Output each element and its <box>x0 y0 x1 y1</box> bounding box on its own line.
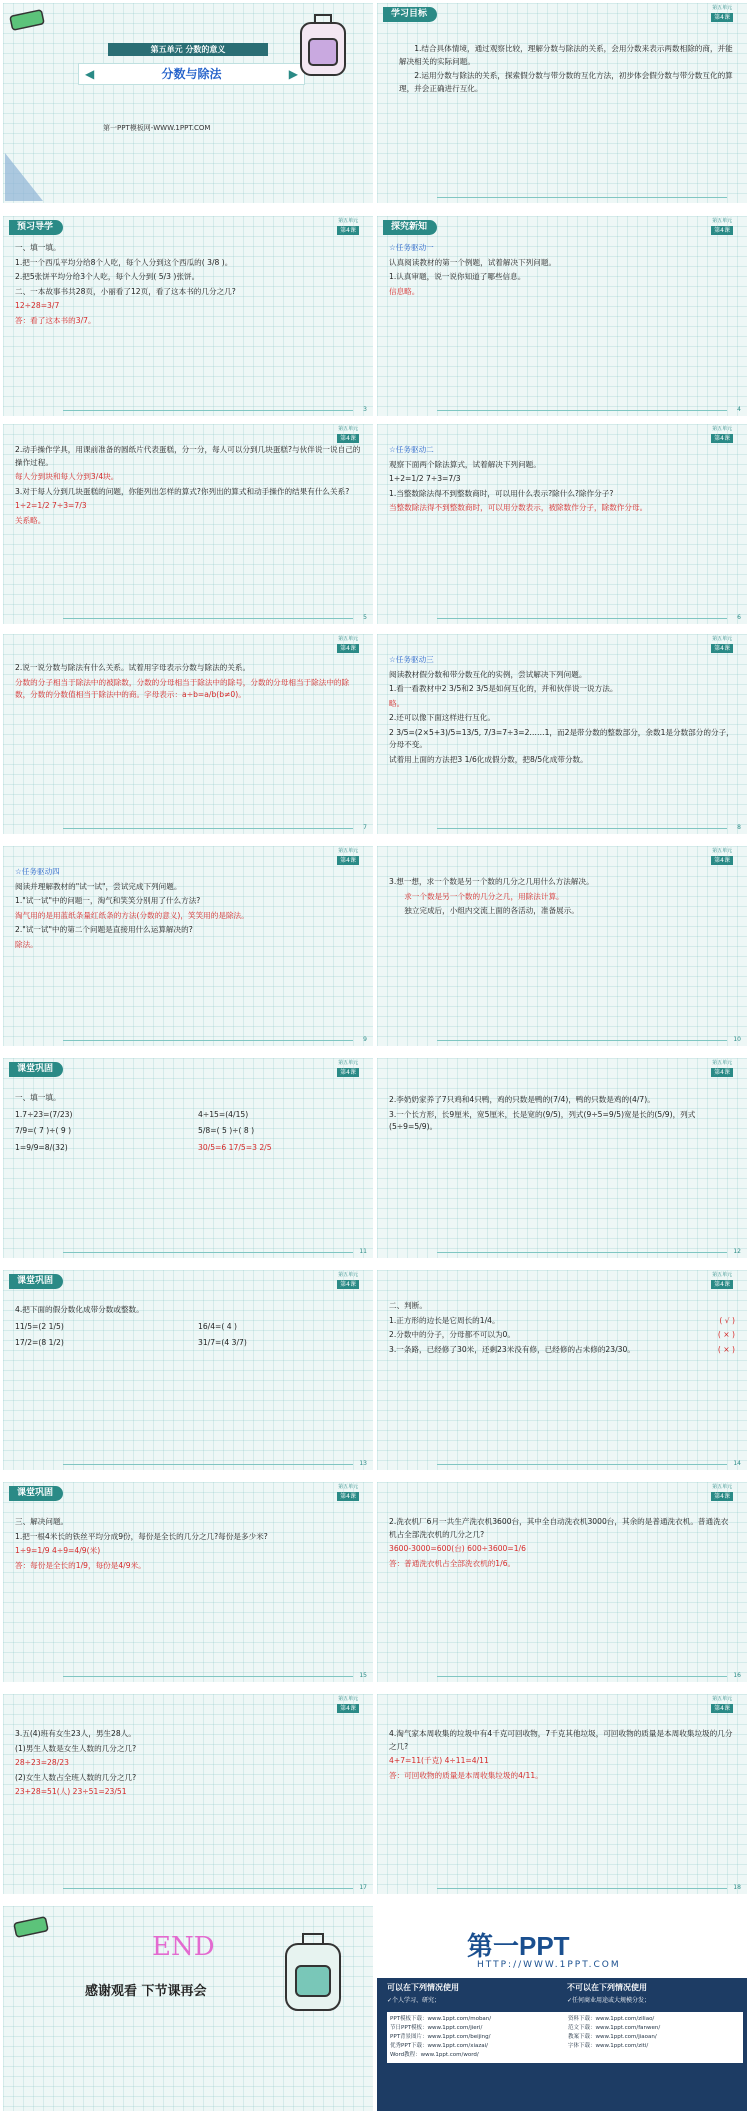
slide-body <box>15 662 361 704</box>
divider <box>63 618 353 619</box>
text-line: 3.五(4)班有女生23人，男生28人。 <box>15 1729 136 1738</box>
usage-panel <box>377 1978 747 2111</box>
text-line: 4.把下面的假分数化成带分数或整数。 <box>15 1305 144 1314</box>
text-line: 1."试一试"中的问题一，淘气和笑笑分别用了什么方法? <box>15 896 201 905</box>
text-line: 1.认真审题，说一说你知道了哪些信息。 <box>389 272 526 281</box>
page-number: 9 <box>363 1036 367 1043</box>
page-number: 5 <box>363 614 367 621</box>
exercise-item: 16/4=( 4 ) <box>198 1321 237 1331</box>
cannot-title: 不可以在下列情况使用 <box>567 1983 647 1992</box>
ruler-icon <box>3 143 63 203</box>
exercise-grid <box>15 1109 361 1155</box>
answer-text: 淘气用的是用蓝纸条量红纸条的方法(分数的意义)，笑笑用的是除法。 <box>15 910 249 920</box>
judge-answer: ( × ) <box>717 1330 735 1339</box>
text-line: 2.把5张饼平均分给3个人吃，每个人分到( 5/3 )张饼。 <box>15 272 200 281</box>
text-line: 试着用上面的方法把3 1/6化成假分数，把8/5化成带分数。 <box>389 754 588 764</box>
text-line: 2.洗衣机厂6月一共生产洗衣机3600台，其中全自动洗衣机3000台，其余的是普通洗衣机。普通洗衣机占全部洗衣机的几分之几? <box>389 1517 729 1539</box>
judge-row: 2.分数中的分子，分母都不可以为0。 ( × ) <box>389 1329 735 1342</box>
slide-11 <box>3 1058 373 1258</box>
section-tag: 学习目标 <box>383 7 437 22</box>
backpack-icon <box>293 9 353 79</box>
divider <box>437 1888 727 1889</box>
text-line: 1÷2=1/2 7÷3=7/3 <box>389 474 461 483</box>
answer-text: 28÷23=28/23 <box>15 1758 69 1767</box>
eraser-icon <box>9 9 45 31</box>
divider <box>63 1676 353 1677</box>
answer-text: 除法。 <box>15 939 38 949</box>
divider <box>437 197 727 198</box>
text-line: 4.淘气家本周收集的垃圾中有4千克可回收物，7千克其他垃圾，可回收物的质量是本周收集垃圾的几分之几? <box>389 1729 733 1751</box>
answer-text: 求一个数是另一个数的几分之几，用除法计算。 <box>404 891 564 901</box>
answer-text: 答：普通洗衣机占全部洗衣机的1/6。 <box>389 1558 516 1568</box>
page-number: 3 <box>363 406 367 413</box>
section-tag: 预习导学 <box>9 220 63 235</box>
text-line: 二、判断。 <box>389 1301 427 1310</box>
judge-row: 3.一条路，已经修了30米，还剩23米没有修，已经修的占未修的23/30。 ( × ) <box>389 1344 735 1357</box>
prev-arrow-icon: ◀ <box>85 67 95 81</box>
judge-answer: ( √ ) <box>719 1315 735 1325</box>
judge-row: 1.正方形的边长是它周长的1/4。 ( √ ) <box>389 1315 735 1328</box>
divider <box>437 1676 727 1677</box>
answer-text: 当整数除法得不到整数商时，可以用分数表示，被除数作分子，除数作分母。 <box>389 503 648 512</box>
slide-body <box>389 444 735 517</box>
divider <box>63 1040 353 1041</box>
next-arrow-icon: ▶ <box>288 67 298 81</box>
answer-text: 4+7=11(千克) 4÷11=4/11 <box>389 1756 489 1765</box>
corner-label: 第五单元 第4课 <box>712 636 733 652</box>
page-number: 12 <box>733 1248 741 1255</box>
slide-body <box>15 1092 361 1154</box>
corner-label: 第五单元 第4课 <box>712 426 733 442</box>
divider <box>63 410 353 411</box>
text-line: 2 3/5=(2×5+3)/5=13/5, 7/3=7÷3=2……1，而2是带分数的整数部分，余数1是分数部分的分子，分母不变。 <box>389 727 734 749</box>
divider <box>437 1040 727 1041</box>
slide-body <box>15 444 361 529</box>
backpack-icon <box>278 1926 348 2016</box>
divider <box>63 828 353 829</box>
text-line: 2.说一说分数与除法有什么关系。试着用字母表示分数与除法的关系。 <box>15 663 251 672</box>
lesson-title-text: 分数与除法 <box>161 67 222 81</box>
slide-8 <box>377 634 747 834</box>
divider <box>63 1464 353 1465</box>
slide-body <box>15 1728 361 1801</box>
page-number: 16 <box>733 1672 741 1679</box>
text-line: 认真阅读教材的第一个例题，试着解决下列问题。 <box>389 257 557 267</box>
exercise-item: 1.7÷23=(7/23) <box>15 1109 73 1119</box>
page-number: 17 <box>359 1884 367 1891</box>
divider <box>63 1252 353 1253</box>
text-line: 2.动手操作学具，用课前准备的圆纸片代表蛋糕，分一分，每人可以分到几块蛋糕?与伙伴说一说自己的操作过程。 <box>15 445 361 467</box>
slide-body <box>15 242 361 329</box>
divider <box>437 410 727 411</box>
corner-label: 第五单元 第4课 <box>338 1272 359 1288</box>
corner-label: 第五单元 第4课 <box>338 1060 359 1076</box>
exercise-item: 17/2=(8 1/2) <box>15 1338 64 1347</box>
page-number: 14 <box>733 1460 741 1467</box>
text-line: 阅读教材假分数和带分数互化的实例，尝试解决下列问题。 <box>389 669 587 679</box>
corner-label: 第五单元 第4课 <box>712 1696 733 1712</box>
section-tag: 课堂巩固 <box>9 1274 63 1289</box>
text-line: (2)女生人数占全班人数的几分之几? <box>15 1772 137 1782</box>
divider <box>437 828 727 829</box>
divider <box>437 618 727 619</box>
slide-17 <box>3 1694 373 1894</box>
text-line: 2.还可以像下面这样进行互化。 <box>389 713 495 722</box>
slide-cover <box>3 3 373 203</box>
corner-label: 第五单元 第4课 <box>712 218 733 234</box>
exercise-item: 1=9/9=8/(32) <box>15 1142 68 1152</box>
page-number: 6 <box>737 614 741 621</box>
corner-label: 第五单元 第4课 <box>712 848 733 864</box>
page-number: 4 <box>737 406 741 413</box>
exercise-item: 30/5=6 17/5=3 2/5 <box>198 1142 272 1152</box>
corner-label: 第五单元 第4课 <box>338 636 359 652</box>
text-line: 三、解决问题。 <box>15 1517 69 1526</box>
page-number: 15 <box>359 1672 367 1679</box>
slide-body <box>389 1728 735 1784</box>
exercise-item: 11/5=(2 1/5) <box>15 1321 64 1331</box>
link-row[interactable]: 字体下载：www.1ppt.com/ziti/ <box>568 2043 649 2049</box>
slide-12 <box>377 1058 747 1258</box>
section-tag: 课堂巩固 <box>9 1486 63 1501</box>
link-row[interactable]: Word教程：www.1ppt.com/word/ <box>390 2052 479 2058</box>
slide-9 <box>3 846 373 1046</box>
slide-body <box>15 1516 361 1574</box>
text-line: 2.李奶奶家养了7只鸡和4只鸭，鸡的只数是鸭的(7/4)，鸭的只数是鸡的(4/7)。 <box>389 1095 655 1104</box>
text-line: 3.一个长方形，长9厘米，宽5厘米，长是宽的(9/5)，列式(9÷5=9/5)宽是长的(5/9)，列式(5÷9=5/9)。 <box>389 1109 696 1131</box>
page-number: 11 <box>359 1248 367 1255</box>
corner-label: 第五单元 第4课 <box>338 218 359 234</box>
answer-text: 12÷28=3/7 <box>15 301 60 310</box>
slide-10 <box>377 846 747 1046</box>
lesson-title <box>78 63 305 85</box>
slide-preview <box>3 216 373 416</box>
slide-body <box>389 1300 735 1358</box>
divider <box>437 1464 727 1465</box>
page-number: 8 <box>737 824 741 831</box>
answer-text: 3600-3000=600(台) 600÷3600=1/6 <box>389 1544 526 1553</box>
text-line: 1.当整数除法得不到整数商时，可以用什么表示?除什么?除作分子? <box>389 488 614 498</box>
exercise-grid <box>15 1321 361 1350</box>
corner-label: 第五单元 第4课 <box>338 848 359 864</box>
brand-logo: 第一PPT <box>467 1931 570 1961</box>
divider <box>63 1888 353 1889</box>
slide-14 <box>377 1270 747 1470</box>
can-title: 可以在下列情况使用 <box>387 1983 459 1992</box>
section-tag: 课堂巩固 <box>9 1062 63 1077</box>
text-line: 3.想一想，求一个数是另一个数的几分之几用什么方法解决。 <box>389 877 594 886</box>
slide-body <box>389 1094 735 1136</box>
end-title: END <box>152 1932 215 1962</box>
link-row[interactable]: 范文下载：www.1ppt.com/fanwen/ <box>568 2025 661 2031</box>
answer-text: 略。 <box>389 698 405 708</box>
text-line: 3.对于每人分到几块蛋糕的问题，你能列出怎样的算式?你列出的算式和动手操作的结果有什么关系? <box>15 486 350 496</box>
text-line: (1)男生人数是女生人数的几分之几? <box>15 1743 137 1753</box>
slide-body <box>389 654 735 768</box>
exercise-item: 31/7=(4 3/7) <box>198 1338 247 1347</box>
text-line: 1.看一看教材中2 3/5和2 3/5是如何互化的，并和伙伴说一说方法。 <box>389 684 618 693</box>
thanks-text: 感谢观看 下节课再会 <box>85 1984 207 1999</box>
slide-goals <box>377 3 747 203</box>
link-row[interactable]: 资料下载：www.1ppt.com/ziliao/ <box>568 2016 655 2022</box>
goal-2: 2.运用分数与除法的关系，探索假分数与带分数的互化方法，初步体会假分数与带分数互化的算理，并会正确进行互化。 <box>399 71 733 93</box>
task-heading: ☆任务驱动一 <box>389 243 434 252</box>
slide-body <box>389 242 735 300</box>
answer-text: 1÷2=1/2 7÷3=7/3 <box>15 501 87 510</box>
page-number: 13 <box>359 1460 367 1467</box>
slide-body <box>399 43 735 97</box>
site-label: 第一PPT模板网-WWW.1PPT.COM <box>103 124 211 132</box>
slide-18 <box>377 1694 747 1894</box>
unit-label: 第五单元 分数的意义 <box>108 43 268 56</box>
slide-7 <box>3 634 373 834</box>
link-row[interactable]: PPT背景图片：www.1ppt.com/beijing/ <box>390 2034 491 2040</box>
corner-label: 第五单元 第4课 <box>712 1272 733 1288</box>
slide-5 <box>3 424 373 624</box>
text-line: 独立完成后，小组内交流上面的各活动，准备展示。 <box>404 906 579 915</box>
answer-text: 答：看了这本书的3/7。 <box>15 315 96 325</box>
slide-body <box>389 1516 735 1572</box>
slide-body <box>15 1304 361 1350</box>
page-number: 18 <box>733 1884 741 1891</box>
text-line: 1.把一个西瓜平均分给8个人吃，每个人分到这个西瓜的( 3/8 )。 <box>15 257 233 267</box>
page-number: 7 <box>363 824 367 831</box>
corner-label: 第五单元 第4课 <box>338 1696 359 1712</box>
slide-body <box>389 876 735 920</box>
text-line: 观察下面两个除法算式，试着解决下列问题。 <box>389 459 541 469</box>
exercise-item: 4÷15=(4/15) <box>198 1109 249 1119</box>
slide-6 <box>377 424 747 624</box>
slide-15 <box>3 1482 373 1682</box>
text-line: 二、一本故事书共28页，小丽看了12页，看了这本书的几分之几? <box>15 286 236 296</box>
text-line: 1.把一根4米长的铁丝平均分成9份，每份是全长的几分之几?每份是多少米? <box>15 1531 268 1541</box>
answer-text: 答：每份是全长的1/9，每份是4/9米。 <box>15 1560 146 1570</box>
slide-explore-1 <box>377 216 747 416</box>
answer-text: 关系略。 <box>15 515 46 525</box>
judge-answer: ( × ) <box>717 1344 735 1354</box>
answer-text: 答：可回收物的质量是本周收集垃圾的4/11。 <box>389 1770 543 1780</box>
brand-url: HTTP://WWW.1PPT.COM <box>477 1960 621 1970</box>
answer-text: 分数的分子相当于除法中的被除数，分数的分母相当于除法中的除号，分数的分母相当于除法中的除数，分数的分数值相当于除法中的商。字母表示：a÷b=a/b(b≠0)。 <box>15 677 350 699</box>
divider <box>437 1252 727 1253</box>
can-item: ✓个人学习、研究； <box>387 1997 441 2004</box>
exercise-item: 5/8=( 5 )÷( 8 ) <box>198 1126 255 1135</box>
link-row[interactable]: 节日PPT模板：www.1ppt.com/jieri/ <box>390 2025 483 2031</box>
slide-body <box>15 866 361 953</box>
link-list <box>387 2012 743 2063</box>
corner-label: 第五单元 第4课 <box>712 1484 733 1500</box>
corner-label: 第五单元 第4课 <box>338 1484 359 1500</box>
text-line: 2."试一试"中的第二个问题是直接用什么运算解决的? <box>15 925 193 934</box>
link-row[interactable]: 优秀PPT下载：www.1ppt.com/xiazai/ <box>390 2043 489 2049</box>
section-tag: 探究新知 <box>383 220 437 235</box>
link-row[interactable]: 教案下载：www.1ppt.com/jiaoan/ <box>568 2034 657 2040</box>
text-line: 一、填一填。 <box>15 243 61 252</box>
exercise-item: 7/9=( 7 )÷( 9 ) <box>15 1126 72 1135</box>
eraser-icon <box>13 1916 49 1938</box>
text-line: 阅读并理解教材的"试一试"，尝试完成下列问题。 <box>15 881 182 891</box>
text-line: 一、填一填。 <box>15 1093 61 1102</box>
task-heading: ☆任务驱动二 <box>389 445 434 454</box>
link-row[interactable]: PPT模板下载：www.1ppt.com/moban/ <box>390 2016 492 2022</box>
corner-label: 第五单元 第4课 <box>712 5 733 21</box>
task-heading: ☆任务驱动四 <box>15 867 60 876</box>
answer-text: 每人分到块和每人分到3/4块。 <box>15 472 119 481</box>
goal-1: 1.结合具体情境，通过观察比较，理解分数与除法的关系，会用分数来表示两数相除的商，并能解决相关的实际问题。 <box>399 44 733 66</box>
corner-label: 第五单元 第4课 <box>338 426 359 442</box>
slide-13 <box>3 1270 373 1470</box>
answer-text: 1÷9=1/9 4÷9=4/9(米) <box>15 1546 101 1555</box>
task-heading: ☆任务驱动三 <box>389 655 434 664</box>
slide-16 <box>377 1482 747 1682</box>
answer-text: 信息略。 <box>389 286 420 296</box>
brand-slide <box>377 1906 747 2111</box>
page-number: 10 <box>733 1036 741 1043</box>
cannot-item: ✓任何商业用途或大规模分发； <box>567 1997 651 2004</box>
answer-text: 23+28=51(人) 23÷51=23/51 <box>15 1787 127 1796</box>
corner-label: 第五单元 第4课 <box>712 1060 733 1076</box>
